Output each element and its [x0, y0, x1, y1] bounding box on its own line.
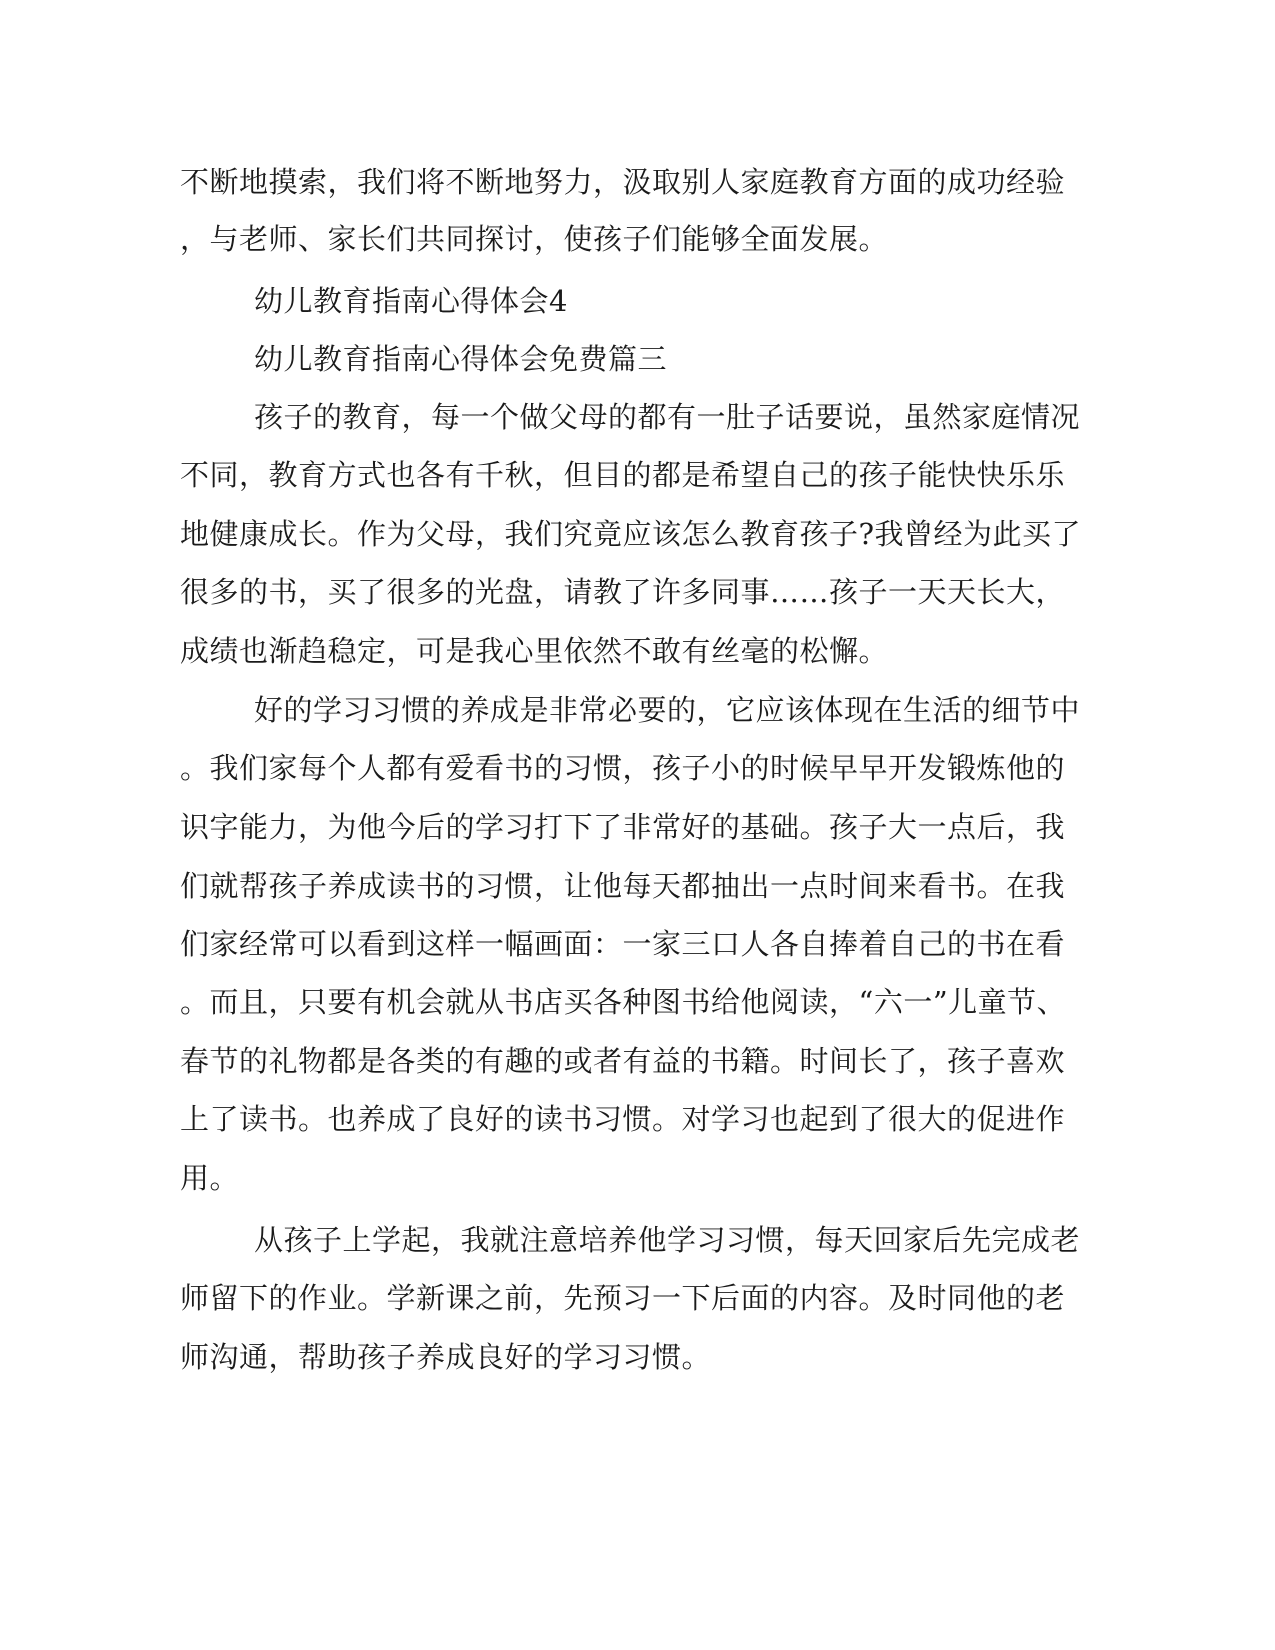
- text-line: 。我们家每个人都有爱看书的习惯，孩子小的时候早早开发锻炼他的: [180, 751, 1066, 785]
- text-line: 用。: [180, 1161, 240, 1195]
- text-line: 们家经常可以看到这样一幅画面：一家三口人各自捧着自己的书在看: [180, 927, 1066, 961]
- text-line: 师沟通，帮助孩子养成良好的学习习惯。: [180, 1340, 712, 1374]
- text-line: 很多的书，买了很多的光盘，请教了许多同事……孩子一天天长大，: [180, 575, 1066, 609]
- section-heading: 幼儿教育指南心得体会免费篇三: [254, 342, 668, 376]
- text-line: 地健康成长。作为父母，我们究竟应该怎么教育孩子?我曾经为此买了: [180, 517, 1082, 551]
- text-line: 孩子的教育，每一个做父母的都有一肚子话要说，虽然家庭情况: [254, 400, 1081, 434]
- text-line: 。而且，只要有机会就从书店买各种图书给他阅读，“六一”儿童节、: [180, 985, 1067, 1019]
- text-line: 春节的礼物都是各类的有趣的或者有益的书籍。时间长了，孩子喜欢: [180, 1044, 1066, 1078]
- text-line: 不同，教育方式也各有千秋，但目的都是希望自己的孩子能快快乐乐: [180, 458, 1066, 492]
- text-line: 上了读书。也养成了良好的读书习惯。对学习也起到了很大的促进作: [180, 1102, 1066, 1136]
- text-line: 识字能力，为他今后的学习打下了非常好的基础。孩子大一点后，我: [180, 810, 1066, 844]
- text-line: 成绩也渐趋稳定，可是我心里依然不敢有丝毫的松懈。: [180, 634, 889, 668]
- text-line: 好的学习习惯的养成是非常必要的，它应该体现在生活的细节中: [254, 693, 1081, 727]
- section-heading: 幼儿教育指南心得体会4: [254, 284, 568, 318]
- text-line: 师留下的作业。学新课之前，先预习一下后面的内容。及时同他的老: [180, 1281, 1066, 1315]
- text-line: 不断地摸索，我们将不断地努力，汲取别人家庭教育方面的成功经验: [180, 165, 1066, 199]
- text-line: 从孩子上学起，我就注意培养他学习习惯，每天回家后先完成老: [254, 1223, 1081, 1257]
- text-line: 们就帮孩子养成读书的习惯，让他每天都抽出一点时间来看书。在我: [180, 869, 1066, 903]
- text-line: ，与老师、家长们共同探讨，使孩子们能够全面发展。: [180, 222, 889, 256]
